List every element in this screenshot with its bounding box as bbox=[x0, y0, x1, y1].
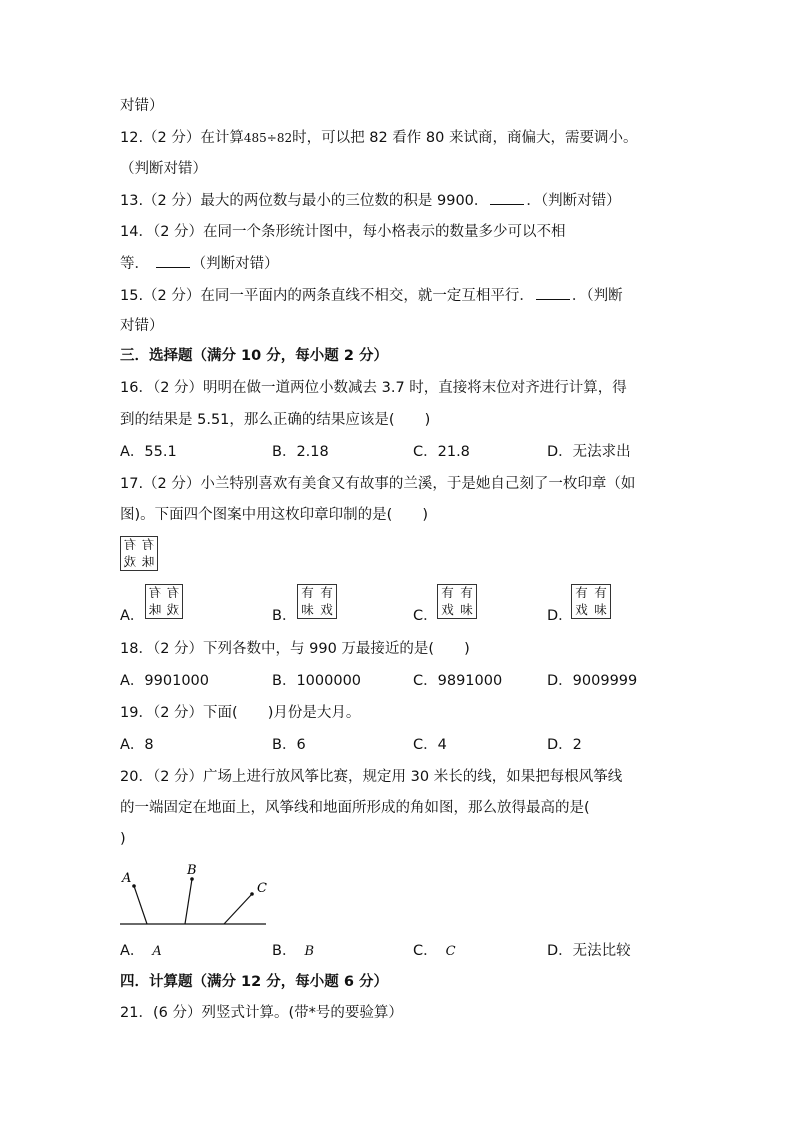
q17-b-char-1: 有 bbox=[301, 585, 314, 600]
kite-line-b bbox=[185, 879, 192, 924]
q20-c-prefix: C． bbox=[413, 943, 438, 959]
point-a bbox=[132, 884, 136, 888]
q14-judge: （判断对错） bbox=[191, 256, 279, 272]
q17-option-b-image[interactable] bbox=[297, 584, 337, 619]
q17-b-char-2: 有 bbox=[320, 585, 333, 600]
question-18 bbox=[120, 639, 470, 659]
q17-option-b-letter[interactable]: B． bbox=[272, 608, 297, 624]
q17-c-char-4: 味 bbox=[460, 601, 473, 617]
kite-angle-figure bbox=[118, 860, 273, 930]
q12-text-a: 12.（2 分）在计算 bbox=[120, 130, 244, 146]
q14-text-b: 等． bbox=[120, 256, 149, 272]
q20-b-prefix: B． bbox=[272, 943, 297, 959]
q15-answer-blank[interactable] bbox=[536, 285, 570, 300]
q17-close: ) bbox=[422, 507, 428, 523]
q17-b-char-3: 味 bbox=[301, 601, 314, 617]
q20-line-3: ) bbox=[120, 831, 126, 847]
q20-a-label: A bbox=[152, 944, 162, 959]
q15-judge: ．（判断 bbox=[571, 288, 623, 304]
q20-option-a[interactable] bbox=[120, 941, 162, 962]
q12-expression: 485÷82 bbox=[243, 131, 293, 145]
q20-c-label: C bbox=[445, 944, 456, 959]
q17-option-c-letter[interactable]: C． bbox=[413, 608, 438, 624]
q18-option-b[interactable]: B．1000000 bbox=[272, 673, 362, 689]
q18-option-d[interactable]: D．9009999 bbox=[547, 673, 638, 689]
q16-option-b[interactable]: B．2.18 bbox=[272, 444, 329, 460]
question-12 bbox=[120, 128, 637, 148]
q17-option-a-image[interactable] bbox=[145, 584, 183, 619]
q18-close: ) bbox=[464, 641, 470, 657]
q17-a-char-3: 味 bbox=[148, 601, 162, 617]
q17-d-char-3: 戏 bbox=[575, 601, 588, 617]
q17-a-char-2: 有 bbox=[166, 585, 180, 600]
stamp-char-1: 有 bbox=[123, 537, 137, 552]
stamp-char-3: 戏 bbox=[123, 553, 137, 569]
q16-text-b: 到的结果是 5.51，那么正确的结果应该是( bbox=[120, 412, 395, 428]
label-a: A bbox=[122, 871, 132, 886]
q19-text-a: 19．（2 分）下面( bbox=[120, 705, 238, 721]
question-20: 20．（2 分）广场上进行放风筝比赛，规定用 30 米长的线，如果把每根风筝线 bbox=[120, 769, 623, 785]
q14-answer-blank[interactable] bbox=[156, 253, 190, 268]
q20-option-d[interactable]: D．无法比较 bbox=[547, 943, 631, 959]
q16-line-2 bbox=[120, 410, 430, 430]
stamp-char-4: 味 bbox=[141, 553, 155, 569]
question-13 bbox=[120, 190, 621, 211]
q20-option-c[interactable] bbox=[413, 941, 456, 962]
q17-option-d-letter[interactable]: D． bbox=[547, 608, 573, 624]
q17-c-char-3: 戏 bbox=[441, 601, 454, 617]
q14-line-2 bbox=[120, 253, 279, 274]
stamp-char-2: 有 bbox=[141, 537, 155, 552]
q16-option-c[interactable]: C．21.8 bbox=[413, 444, 470, 460]
q15-text: 15.（2 分）在同一平面内的两条直线不相交，就一定互相平行． bbox=[120, 288, 534, 304]
q17-d-char-4: 味 bbox=[594, 601, 607, 617]
q17-line-2 bbox=[120, 505, 428, 525]
q17-option-d-image[interactable] bbox=[571, 584, 611, 619]
q20-option-b[interactable] bbox=[272, 941, 314, 962]
question-19 bbox=[120, 703, 360, 723]
q19-option-c[interactable]: C．4 bbox=[413, 737, 447, 753]
question-15 bbox=[120, 285, 623, 306]
question-16: 16．（2 分）明明在做一道两位小数减去 3.7 时，直接将末位对齐进行计算，得 bbox=[120, 380, 627, 396]
q16-close: ) bbox=[424, 412, 431, 428]
section-4-heading: 四．计算题（满分 12 分，每小题 6 分） bbox=[120, 974, 388, 990]
q20-a-prefix: A． bbox=[120, 943, 145, 959]
q18-text: 18．（2 分）下列各数中，与 990 万最接近的是( bbox=[120, 641, 435, 657]
q20-b-label: B bbox=[304, 944, 315, 959]
kite-line-c bbox=[224, 894, 252, 924]
continued-text: 对错） bbox=[120, 98, 164, 114]
q18-option-c[interactable]: C．9891000 bbox=[413, 673, 503, 689]
q15-line-2: 对错） bbox=[120, 318, 164, 334]
q17-d-char-1: 有 bbox=[575, 585, 588, 600]
q19-option-b[interactable]: B．6 bbox=[272, 737, 306, 753]
label-c: C bbox=[257, 881, 267, 896]
q17-c-char-1: 有 bbox=[441, 585, 454, 600]
q20-line-2: 的一端固定在地面上，风筝线和地面所形成的角如图，那么放得最高的是( bbox=[120, 800, 590, 816]
q19-text-b: )月份是大月。 bbox=[267, 705, 361, 721]
question-14: 14．（2 分）在同一个条形统计图中，每小格表示的数量多少可以不相 bbox=[120, 224, 566, 240]
question-17: 17.（2 分）小兰特别喜欢有美食又有故事的兰溪，于是她自己刻了一枚印章（如 bbox=[120, 476, 636, 492]
q17-option-a-letter[interactable]: A． bbox=[120, 608, 145, 624]
q17-b-char-4: 戏 bbox=[320, 601, 333, 617]
q13-text: 13.（2 分）最大的两位数与最小的三位数的积是 9900． bbox=[120, 193, 489, 209]
q18-option-a[interactable]: A．9901000 bbox=[120, 673, 209, 689]
q13-answer-blank[interactable] bbox=[490, 190, 524, 205]
section-3-heading: 三．选择题（满分 10 分，每小题 2 分） bbox=[120, 348, 388, 364]
q17-a-char-1: 有 bbox=[148, 585, 162, 600]
q12-text-b: 时，可以把 82 看作 80 来试商，商偏大，需要调小。 bbox=[292, 130, 638, 146]
q17-text-b: 图)。下面四个图案中用这枚印章印制的是( bbox=[120, 507, 393, 523]
question-21: 21．(6 分）列竖式计算。(带*号的要验算） bbox=[120, 1005, 403, 1021]
q16-option-a[interactable]: A．55.1 bbox=[120, 444, 177, 460]
q17-a-char-4: 戏 bbox=[166, 601, 180, 617]
q17-d-char-2: 有 bbox=[594, 585, 607, 600]
kite-line-a bbox=[134, 886, 147, 924]
q16-option-d[interactable]: D．无法求出 bbox=[547, 444, 631, 460]
q17-c-char-2: 有 bbox=[460, 585, 473, 600]
q19-option-d[interactable]: D．2 bbox=[547, 737, 582, 753]
q13-judge: ．（判断对错） bbox=[526, 193, 621, 209]
label-b: B bbox=[187, 863, 197, 878]
q17-option-c-image[interactable] bbox=[437, 584, 477, 619]
stamp-figure bbox=[120, 536, 158, 571]
q19-option-a[interactable]: A．8 bbox=[120, 737, 154, 753]
q12-judge: （判断对错） bbox=[120, 161, 207, 177]
point-c bbox=[250, 892, 254, 896]
